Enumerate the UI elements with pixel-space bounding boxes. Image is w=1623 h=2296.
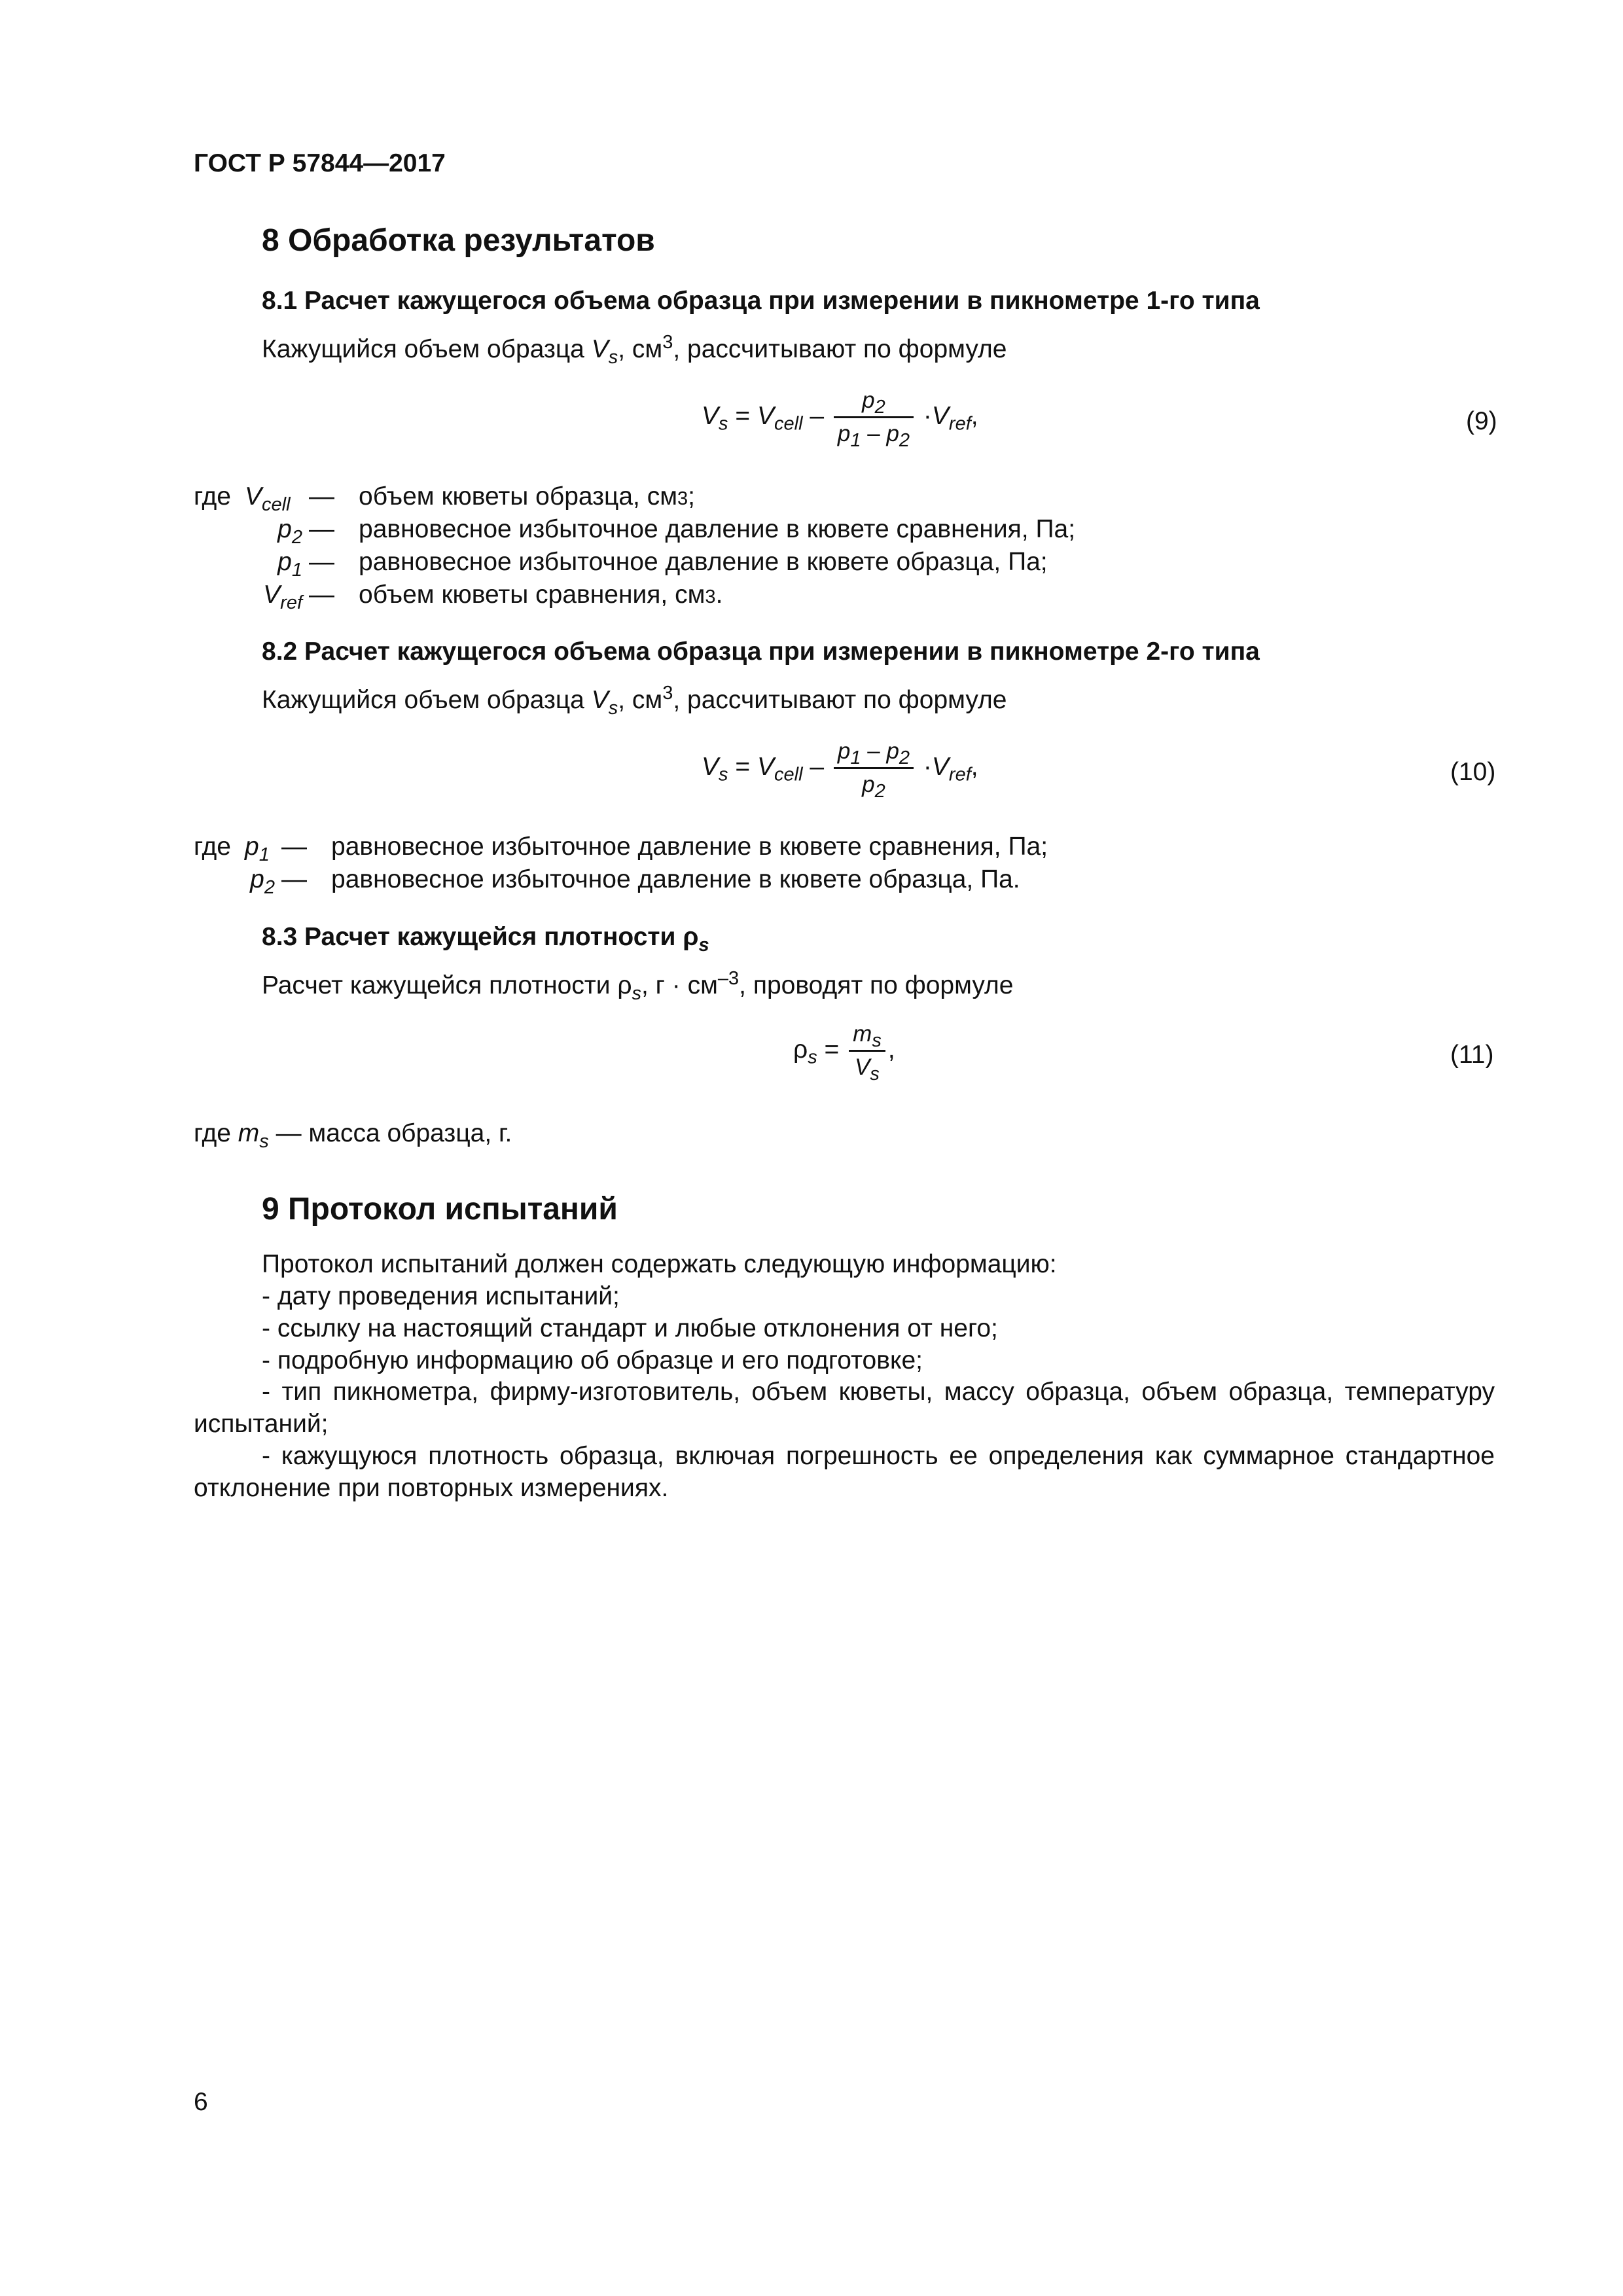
where-row-p1: $p_1$ — равновесное избыточное давление в кювете образца, Па; [277, 548, 1048, 581]
where-row-vcell: где $V_{cell}$ — объем кюветы образца, см 3 ; [194, 482, 696, 515]
protocol-item-pycnometer: - тип пикнометра, фирму-изготовитель, объем кюветы, массу образца, объем образца, температуру испытаний; [194, 1378, 1495, 1438]
where-row-p1-type2: где $p_1$ — равновесное избыточное давление в кювете сравнения, Па; [194, 833, 1048, 865]
protocol-item-standard-ref: - ссылку на настоящий стандарт и любые отклонения от него; [262, 1314, 998, 1342]
subsection-8-1-heading: 8.1 Расчет кажущегося объема образца при измерении в пикнометре 1-го типа [262, 287, 1260, 315]
formula-11-fraction: $\frac{m_s}{V_s}$ [849, 1021, 885, 1081]
formula-9-number: (9) [1466, 407, 1497, 435]
subsection-8-2-heading: 8.2 Расчет кажущегося объема образца при измерении в пикнометре 2-го типа [262, 637, 1260, 666]
protocol-item-density: - кажущуюся плотность образца, включая погрешность ее определения как суммарное стандартное отклонение при повторных измерениях. [194, 1442, 1495, 1502]
subsection-8-2-intro: Кажущийся объем образца $V_s$, $см^3$, рассчитывают по формуле [262, 683, 1007, 719]
formula-9: $V_s = V_{cell}$ – $\frac{p_2}{p_1 - p_2}$ $\cdot V_{ref}$, [702, 387, 978, 451]
protocol-item-date: - дату проведения испытаний; [262, 1282, 620, 1310]
where-row-p2: $p_2$ — равновесное избыточное давление в кювете сравнения, Па; [277, 515, 1076, 548]
section-9-heading: 9 Протокол испытаний [262, 1192, 618, 1227]
formula-10-number: (10) [1450, 758, 1496, 786]
page-number: 6 [194, 2088, 208, 2116]
formula-9-fraction: $\frac{p_2}{p_1 - p_2}$ [834, 387, 914, 447]
formula-10-fraction: $\frac{p_1 - p_2}{p_2}$ [834, 738, 914, 798]
where-row-ms: где $m_s$ — масса образца, г. [194, 1119, 512, 1152]
subsection-8-3-heading: 8.3 Расчет кажущейся плотности $\rho_s$ [262, 923, 709, 956]
document-id: ГОСТ Р 57844—2017 [194, 149, 446, 177]
section-8-heading: 8 Обработка результатов [262, 223, 655, 258]
formula-11-number: (11) [1450, 1041, 1494, 1069]
formula-10: $V_s = V_{cell}$ – $\frac{p_1 - p_2}{p_2}$ $\cdot V_{ref}$, [702, 738, 978, 802]
protocol-item-sample-info: - подробную информацию об образце и его подготовке; [262, 1346, 923, 1374]
subsection-8-3-intro: Расчет кажущейся плотности $\rho_s$, $г \cdot см^{-3}$, проводят по формуле [262, 968, 1014, 1004]
where-row-vref: $V_{ref}$ — объем кюветы сравнения, см 3 . [263, 581, 723, 613]
where-row-p2-type2: $p_2$ — равновесное избыточное давление в кювете образца, Па. [250, 865, 1020, 898]
formula-11: $\rho_s$ = $\frac{m_s}{V_s}$ , [793, 1021, 895, 1085]
subsection-8-1-intro: Кажущийся объем образца $V_s$, $см^3$, рассчитывают по формуле [262, 332, 1007, 368]
section-9-intro: Протокол испытаний должен содержать следующую информацию: [262, 1250, 1057, 1278]
